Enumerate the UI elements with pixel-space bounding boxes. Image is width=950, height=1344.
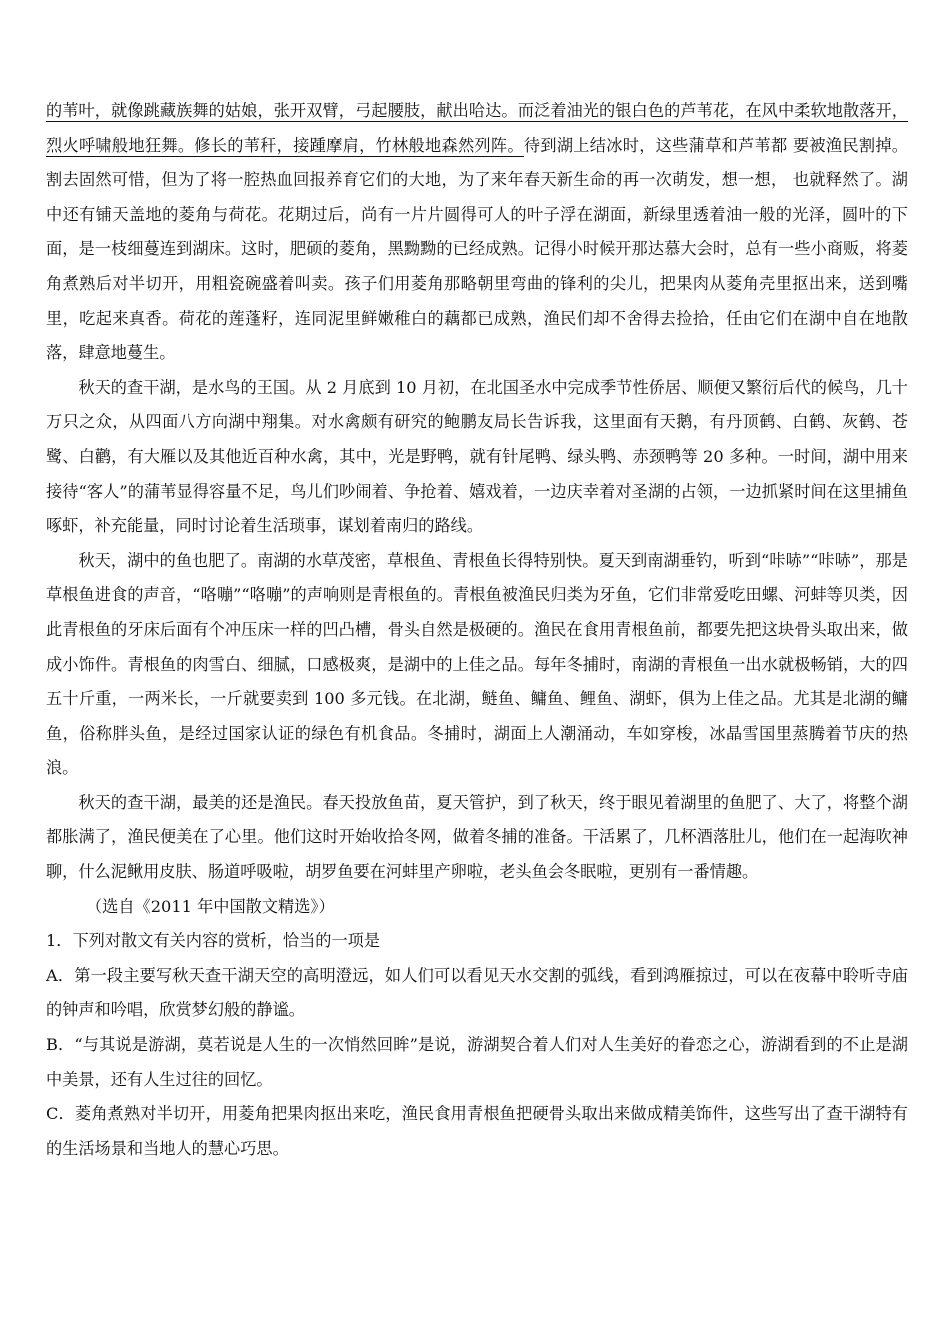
article-paragraph-2: 秋天的查干湖，是水鸟的王国。从 2 月底到 10 月初，在北国圣水中完成季节性侨居、顺便又繁衍后代的候鸟，几十万只之众，从四面八方向湖中翔集。对水禽颇有研究的鲍鹏友局长告诉我，这里面有天鹅，有丹顶鹤、白鹤、灰鹤、苍鹭、白鹳，有大雁以及其他近百种水禽，其中，光是野鸭，就有针尾鸭、绿头鸭、赤颈鸭等 20 多种。一时间，湖中用来接待“客人”的蒲苇显得容量不足，鸟儿们吵闹着、争抢着、嬉戏着，一边庆幸着对圣湖的占领，一边抓紧时间在这里捕鱼啄虾，补充能量，同时讨论着生活琐事，谋划着南归的路线。: [46, 377, 908, 536]
option-c: C．菱角煮熟对半切开，用菱角把果肉抠出来吃，渔民食用青根鱼把硬骨头取出来做成精美饰件，这些写出了查干湖特有的生活场景和当地人的慧心巧思。: [46, 1104, 908, 1158]
article-paragraph-4: 秋天的查干湖，最美的还是渔民。春天投放鱼苗，夏天管护，到了秋天，终于眼见着湖里的鱼肥了、大了，将整个湖都胀满了，渔民便美在了心里。他们这时开始收拾冬网，做着冬捕的准备。干活累了，几杯酒落肚儿，他们在一起海吹神聊，什么泥鳅用皮肤、肠道呼吸啦，胡罗鱼要在河蚌里产卵啦，老头鱼会冬眠啦，更别有一番情趣。: [46, 792, 908, 882]
option-a: A．第一段主要写秋天查干湖天空的高明澄远，如人们可以看见天水交割的弧线，看到鸿雁掠过，可以在夜幕中聆听寺庙的钟声和吟唱，欣赏梦幻般的静谧。: [46, 965, 908, 1020]
underlined-sentence-2: 而泛着油光的银白色的芦苇花，在风中柔软地散落开，烈火呼啸般地狂舞。修长的苇秆，接踵摩肩，竹林般地森然列阵。: [46, 101, 908, 155]
question-stem: 1．下列对散文有关内容的赏析，恰当的一项是: [46, 931, 381, 951]
option-b: B．“与其说是游湖，莫若说是人生的一次悄然回眸”是说，游湖契合着人们对人生美好的眷恋之心，游湖看到的不止是湖中美景，还有人生过往的回忆。: [46, 1035, 908, 1089]
underlined-sentence-1: 的苇叶，就像跳藏族舞的姑娘，张开双臂，弓起腰肢，献出哈达。: [46, 101, 518, 120]
article-paragraph-1: [46, 94, 908, 371]
article-paragraph-3: 秋天，湖中的鱼也肥了。南湖的水草茂密，草根鱼、青根鱼长得特别快。夏天到南湖垂钓，听到“咔哧”“咔哧”，那是草根鱼进食的声音，“咯嘣”“咯嘣”的声响则是青根鱼的。青根鱼被渔民归类为牙鱼，它们非常爱吃田螺、河蚌等贝类，因此青根鱼的牙床后面有个冲压床一样的凹凸槽，骨头自然是极硬的。渔民在食用青根鱼前，都要先把这块骨头取出来，做成小饰件。青根鱼的肉雪白、细腻，口感极爽，是湖中的上佳之品。每年冬捕时，南湖的青根鱼一出水就极畅销，大的四五十斤重，一两米长，一斤就要卖到 100 多元钱。在北湖，鲢鱼、鳙鱼、鲤鱼、湖虾，俱为上佳之品。尤其是北湖的鳙鱼，俗称胖头鱼，是经过国家认证的绿色有机食品。冬捕时，湖面上人潮涌动，车如穿梭，冰晶雪国里蒸腾着节庆的热浪。: [46, 550, 908, 778]
document-page: [46, 94, 908, 1166]
source-citation: （选自《2011 年中国散文精选》）: [86, 896, 335, 916]
paragraph-1-text: 待到湖上结冰时，这些蒲草和芦苇都 要被渔民割掉。割去固然可惜，但为了将一腔热血回报养育它们的大地，为了来年春天新生命的再一次萌发，想一想， 也就释然了。湖中还有铺天盖地的菱角与荷花。花期过后，尚有一片片圆得可人的叶子浮在湖面，新绿里透着油一般的光泽，圆叶的下面，是一枝细蔓连到湖床。这时，肥硕的菱角，黑黝黝的已经成熟。记得小时候开那达慕大会时，总有一些小商贩，将菱角煮熟后对半切开，用粗瓷碗盛着叫卖。孩子们用菱角那略朝里弯曲的锋利的尖儿，把果肉从菱角壳里抠出来，送到嘴里，吃起来真香。荷花的莲蓬籽，连同泥里鲜嫩稚白的藕都已成熟，渔民们却不舍得去捡拾，任由它们在湖中自在地散落，肆意地蔓生。: [46, 135, 908, 363]
